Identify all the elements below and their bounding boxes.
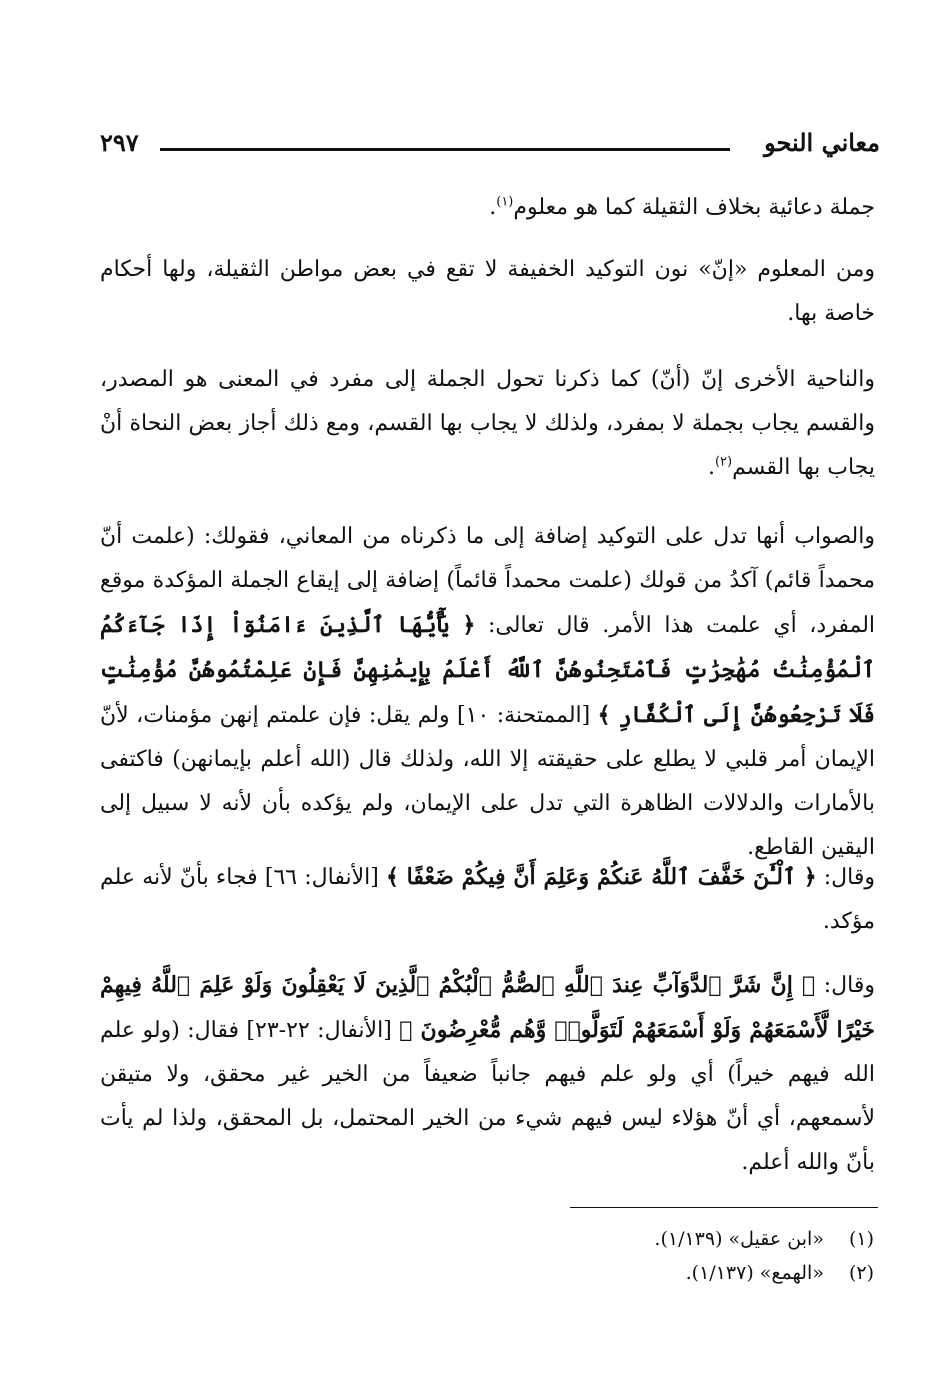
paragraph-text: والناحية الأخرى إنّ (أنّ) كما ذكرنا تحول الجملة إلى مفرد في المعنى هو المصدر، والقسم يجاب بجملة لا بمفرد، ولذلك لا يجاب بها القسم، ومع ذلك أجاز بعض النحاة أنْ يجاب بها القسم: [100, 367, 875, 480]
footnote-number: (١): [848, 1228, 874, 1250]
paragraph-5: [100, 855, 875, 944]
page-number: ٢٩٧: [100, 128, 139, 157]
quran-verse: ﴿ إِنَّ شَرَّ ٱلدَّوَآبِّ عِندَ ٱللَّهِ ٱلصُّمُّ ٱلْبُكْمُ ٱلَّذِينَ لَا يَعْقِلُونَ وَلَوْ عَلِمَ ٱللَّهُ فِيهِمْ خَيْرًا لَّأَسْمَعَهُمْ وَلَوْ أَسْمَعَهُمْ لَتَوَلَّوا۟ وَّهُم مُّعْرِضُونَ ﴾: [100, 972, 875, 1043]
paragraph-1: [100, 186, 875, 230]
paragraph-6: [100, 963, 875, 1185]
paragraph-end: .: [707, 455, 715, 480]
paragraph-text: جملة دعائية بخلاف الثقيلة كما هو معلوم: [513, 195, 875, 220]
footnote-1: [474, 1222, 874, 1256]
footnotes: [474, 1222, 874, 1290]
footnote-ref: (٢): [714, 454, 733, 470]
footnote-ref: (١): [496, 194, 514, 210]
page-header: [100, 128, 880, 168]
paragraph-text: والصواب أنها تدل على التوكيد إضافة إلى ما ذكرناه من المعاني، فقولك: (علمت أنّ محمداً قائم) آكدُ من قولك (علمت محمداً قائماً) إضافة إلى إيقاع الجملة المؤكدة موقع المفرد، أي علمت هذا الأمر. قال تعالى:: [100, 524, 876, 638]
paragraph-2: [100, 248, 875, 336]
paragraph-text: وقال:: [823, 865, 876, 890]
footnote-separator: [570, 1207, 878, 1208]
footnote-text: «ابن عقيل» (١/١٣٩).: [654, 1228, 824, 1250]
quran-verse: ﴿ ٱلْـَٰٔنَ خَفَّفَ ٱللَّهُ عَنكُمْ وَعَلِمَ أَنَّ فِيكُمْ ضَعْفًا ﴾: [385, 864, 817, 890]
paragraph-end: .: [489, 195, 497, 220]
footnote-2: [474, 1256, 874, 1290]
paragraph-text: وقال:: [823, 973, 875, 998]
footnote-number: (٢): [848, 1262, 874, 1284]
header-rule: [160, 148, 730, 151]
footnote-text: «الهمع» (١/١٣٧).: [685, 1262, 824, 1284]
paragraph-text: ومن المعلوم «إنّ» نون التوكيد الخفيفة لا تقع في بعض مواطن الثقيلة، ولها أحكام خاصة بها.: [100, 257, 875, 326]
paragraph-text-continued: [الأنفال: ٢٢-٢٣] فقال: (ولو علم الله فيهم خيراً) أي ولو علم فيهم جانباً ضعيفاً من الخير غير محقق، ولا متيقن لأسمعهم، أي أنّ هؤلاء ليس فيهم شيء من الخير المحتمل، بل المحقق، ولذا لم يأت بأنّ والله أعلم.: [100, 1018, 875, 1175]
paragraph-text-continued: [الممتحنة: ١٠] ولم يقل: فإن علمتم إنهن مؤمنات، لأنّ الإيمان أمر قلبي لا يطلع على حقيقته إلا الله، ولذلك قال (الله أعلم بإيمانهن) فاكتفى بالأمارات والدلالات الظاهرة التي تدل على الإيمان، ولم يؤكده بأن لأنه لا سبيل إلى اليقين القاطع.: [100, 703, 875, 860]
quran-verse: ﴿ يَٰٓأَيُّهَا ٱلَّذِينَ ءَامَنُوٓاْ إِذَا جَآءَكُمُ ٱلْمُؤْمِنَٰتُ مُهَٰجِرَٰتٍ فَٱمْتَحِنُوهُنَّ ٱللَّهُ أَعْلَمُ بِإِيمَٰنِهِنَّ فَإِنْ عَلِمْتُمُوهُنَّ مُؤْمِنَٰتٍ فَلَا تَرْجِعُوهُنَّ إِلَى ٱلْكُفَّارِ ﴾: [100, 612, 875, 728]
paragraph-text-continued: [الأنفال: ٦٦] فجاء بأنّ لأنه علم مؤكد.: [100, 865, 875, 934]
paragraph-3: [100, 358, 875, 490]
running-title: معاني النحو: [764, 128, 880, 157]
paragraph-4: [100, 515, 875, 870]
